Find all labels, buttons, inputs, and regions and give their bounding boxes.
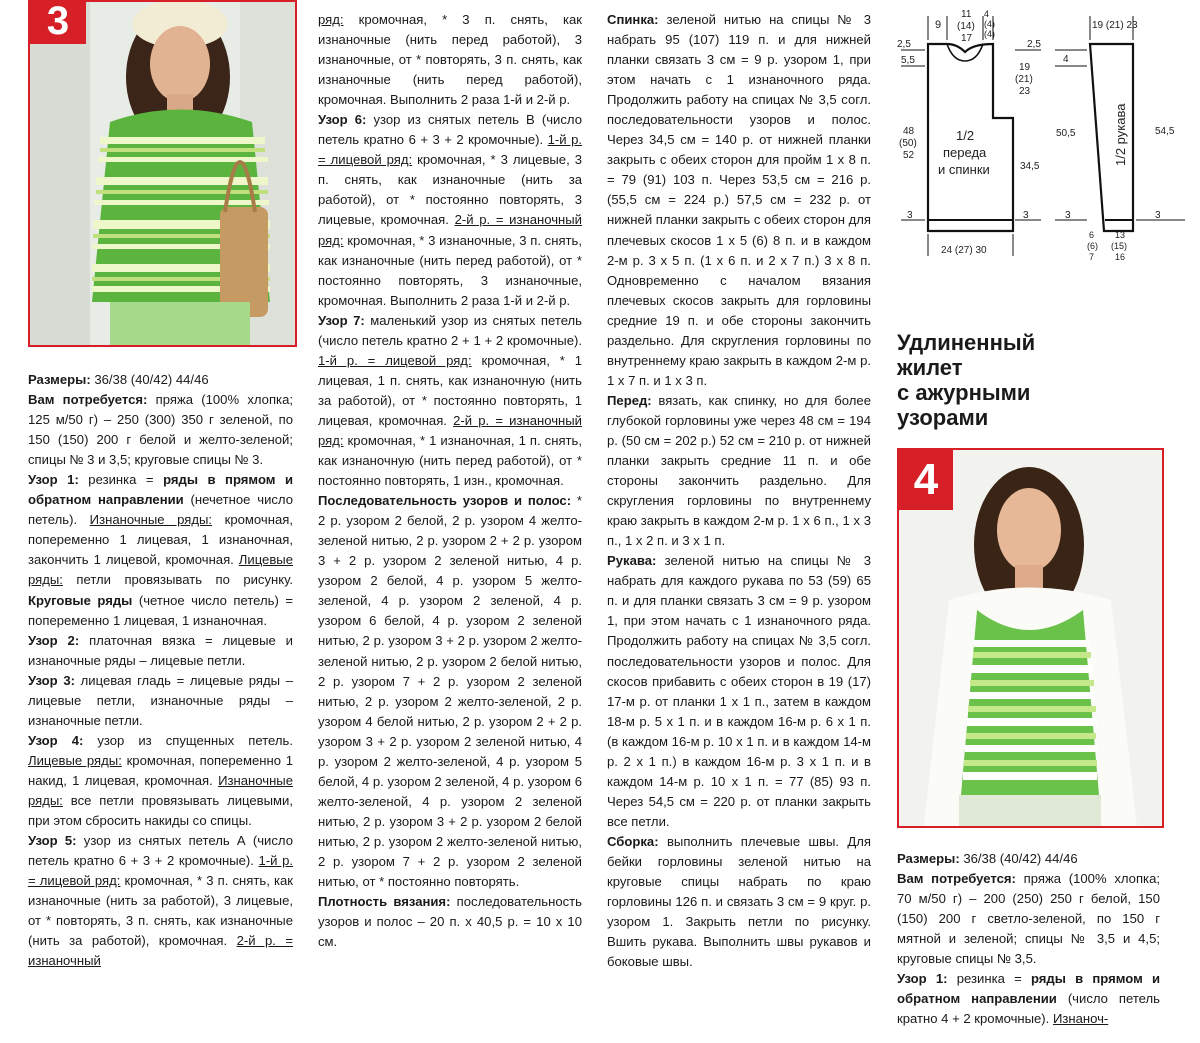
paragraph — [318, 311, 582, 491]
text-run: 36/38 (40/42) 44/46 — [90, 372, 209, 387]
schema-label: (4) — [984, 19, 995, 29]
bold-term: Узор 4: — [28, 732, 84, 748]
bold-term: Узор 2: — [28, 632, 80, 648]
underlined-term: 1-й р. = лицевой ряд: — [318, 352, 472, 368]
text-run: выполнить плечевые швы. Для бейки горловины зеленой нитью на круговые спицы набрать по краю горловины 126 п. и связать 3 см = 9 круг. р. узором 1. Закрыть петли по рисунку. Вшить рукава. Выполнить швы рукавов и боковые швы. — [607, 833, 871, 970]
text-run: узор из снятых петель А (число петель кратно 6 + 3 + 2 кромочные). — [28, 833, 293, 869]
knitting-schema — [893, 6, 1188, 268]
schema-label: (15) — [1111, 241, 1128, 251]
schema-label: 7 — [1089, 252, 1095, 262]
heading-line: узорами — [897, 405, 989, 430]
text-run: кромочная, попеременно 1 накид, 1 лицевая, кромочная. — [28, 752, 293, 788]
bold-term: ряды в прямом и обратном направлении — [28, 472, 293, 508]
paragraph — [897, 869, 1160, 969]
text-column-1 — [28, 370, 293, 971]
paragraph — [28, 390, 293, 470]
pattern-number-badge: 3 — [30, 0, 86, 44]
schema-label: 5,5 — [901, 55, 915, 66]
schema-label: 1/2 рукава — [1113, 103, 1128, 166]
bold-term: Вам потребуется: — [28, 392, 148, 408]
bold-term: Плотность вязания: — [318, 894, 451, 910]
paragraph — [897, 969, 1160, 1029]
underlined-term: 2-й р. = изнаночный ряд: — [318, 212, 582, 248]
paragraph — [897, 849, 1160, 869]
bold-term: Узор 3: — [28, 672, 75, 688]
underlined-term: Изнаноч- — [1052, 1011, 1109, 1027]
text-run: пряжа (100% хлопка; 70 м/50 г) – 200 (250) 250 г белой, 150 (150) 200 г светло-зеленой, по 150 г мятной и зеленой; спицы № 3,5 и 4,5; круговые спицы № 3,5. — [897, 871, 1160, 967]
paragraph — [28, 370, 293, 390]
text-run: все петли провязывать лицевыми, при этом сбросить накиды со спицы. — [28, 792, 293, 829]
schema-label: 9 — [935, 19, 942, 31]
paragraph — [607, 832, 871, 972]
paragraph — [28, 731, 293, 831]
bold-term: Перед: — [607, 392, 652, 408]
schema-label: 4 — [984, 9, 990, 19]
schema-label: 4 — [1063, 54, 1069, 65]
bold-term: Узор 5: — [28, 833, 77, 849]
schema-label: 1/2 — [956, 128, 975, 143]
schema-label: 19 (21) 23 — [1092, 20, 1138, 31]
schema-label: (50) — [899, 138, 917, 149]
bold-term: Узор 6: — [318, 112, 367, 128]
underlined-term: Лицевые ряды: — [28, 752, 122, 768]
heading-line: Удлиненный — [897, 330, 1036, 355]
paragraph — [28, 831, 293, 971]
paragraph — [318, 10, 582, 110]
schema-label: 11 — [961, 9, 972, 20]
paragraph — [318, 110, 582, 310]
text-run: зеленой нитью на спицы № 3 набрать 95 (107) 119 п. и для нижней планки связать 3 см = 9 р. узором 1, при этом начать с 1 изнаночного ряда. Продолжить работу на спицах № 3,5 согл. последовательности узоров и полос. Через 34,5 см = 140 р. от нижней планки закрыть с обеих сторон для пройм 1 х 8 п. = 79 (91) 103 п. Через 53,5 см = 216 р. (55,5 см = 224 р.) 57,5 см = 232 р. от нижней планки закрыть с обеих сторон для плечевых скосов 1 х 5 (6) 8 п. и в каждом 2-м р. 3 х 5 п. (1 х 6 п. и 2 х 7 п.) 3 х 8 п. Одновременно с началом вязания плечевых скосов закрыть для горловины средние 19 п. и обе стороны закончить раздельно. Для скругления горловины по внутреннему краю закрыть в каждом 2-м р. 1 х 7 п. и 1 х 3 п. — [607, 12, 871, 388]
text-column-4 — [897, 849, 1160, 1029]
text-run: (четное число петель) = попеременно 1 лицевая, 1 изнаночная. — [28, 592, 293, 628]
text-run: резинка = — [78, 472, 164, 488]
heading-line: жилет — [897, 355, 963, 380]
schema-label: 13 — [1115, 230, 1126, 240]
text-run: платочная вязка = лицевые и изнаночные ряды – лицевые петли. — [28, 632, 293, 668]
text-run: последовательность узоров и полос – 20 п. х 40,5 р. = 10 х 10 см. — [318, 894, 582, 950]
text-run: вязать, как спинку, но для более глубокой горловины уже через 48 см = 194 р. (50 см = 202 р.) 52 см = 210 р. от нижней планки закрыть средние 11 п. и обе стороны закончить раздельно. Для скругления горловины по внутреннему краю закрыть в каждом 2-м р. 1 х 6 п., 1 х 3 п., 1 х 2 п. и 3 х 1 п. — [607, 392, 871, 549]
text-run: 36/38 (40/42) 44/46 — [959, 851, 1078, 866]
text-run: петли провязывать по рисунку. — [62, 572, 293, 588]
paragraph — [318, 892, 582, 952]
text-run: кромочная, попеременно 1 лицевая, 1 изнаночная, закончить 1 лицевой, кромочная. — [28, 512, 293, 568]
text-column-3 — [607, 10, 871, 972]
underlined-term: ряд: — [318, 12, 344, 27]
underlined-term: 2-й р. = изнаночный ряд: — [318, 412, 582, 448]
bold-term: Узор 7: — [318, 312, 365, 328]
vest-heading — [897, 330, 1177, 430]
schema-label: 54,5 — [1155, 126, 1175, 137]
schema-label: 48 — [903, 126, 915, 137]
bold-term: Размеры: — [897, 851, 960, 866]
text-run: кромочная, * 3 лицевые, 3 п. снять, как изнаночные (нить за работой), от * постоянно повторять, 3 лицевые, кромочная. — [318, 152, 583, 228]
schema-label: 16 — [1115, 252, 1126, 262]
bold-term: Узор 1: — [28, 472, 79, 488]
bold-term: Размеры: — [28, 372, 91, 387]
text-run: зеленой нитью на спицы № 3 набрать для каждого рукава по 53 (59) 65 п. и для планки связать 3 см = 9 р. узором 1, при этом начать с 1 изнаночного ряда. Продолжить работу на спицах № 3,5 согл. последовательности узоров и полос. Для скосов прибавить с обеих сторон в 19 (17) 17-м р. от планки 1 х 1 п., затем в каждом 18-м р. 5 х 1 п. и в каждом 16-м р. 6 х 1 п. (в каждом 16-м р. 10 х 1 п. и в каждом 14-м р. 2 х 1 п.) в каждом 16-м р. 3 х 1 п. и в каждом 14-м р. 10 х 1 п. = 77 (85) 93 п. Через 54,5 см = 220 р. от планки закрыть все петли. — [607, 553, 871, 829]
schema-label: и спинки — [938, 162, 990, 177]
text-run: кромочная, * 1 лицевая, 1 п. снять, как изнаночную (нить за работой), от * постоянно повторять, 1 лицевая, кромочная. — [318, 352, 582, 428]
schema-label: (14) — [957, 21, 975, 32]
text-run: (нечетное число петель). — [28, 492, 294, 528]
underlined-term: Изнаночные ряды: — [89, 512, 213, 528]
underlined-term: 1-й р. = лицевой ряд: — [28, 853, 294, 889]
schema-label: (4) — [984, 29, 995, 39]
schema-label: переда — [943, 145, 987, 160]
schema-label: 17 — [961, 33, 973, 44]
paragraph — [28, 631, 293, 671]
schema-label: 3 — [1023, 210, 1029, 221]
schema-label: 6 — [1089, 230, 1095, 240]
text-run: резинка = — [947, 971, 1031, 987]
bold-term: Спинка: — [607, 12, 659, 27]
text-column-2 — [318, 10, 582, 952]
paragraph — [28, 671, 293, 731]
text-run: узор из снятых петель В (число петель кратно 6 + 3 + 2 кромочные). — [318, 112, 582, 148]
schema-label: 34,5 — [1020, 161, 1040, 172]
paragraph — [607, 10, 871, 391]
text-run: кромочная, * 3 п. снять, как изнаночные (нить перед работой), 3 изнаночные, от * повторять, 3 п. снять, как изнаночные (нить перед работой), кромочная. Выполнить 2 раза 1-й и 2-й р. — [318, 12, 582, 108]
underlined-term: 1-й р. = лицевой ряд: — [318, 132, 582, 168]
text-run: узор из спущенных петель. — [83, 732, 293, 748]
underlined-term: 2-й р. = изнаночный — [28, 933, 293, 969]
schema-label: (6) — [1087, 241, 1098, 251]
text-run: пряжа (100% хлопка; 125 м/50 г) – 250 (300) 350 г зеленой, по 150 (150) 200 г белой и желто-зеленой; спицы № 3 и 3,5; круговые спицы № 3. — [28, 392, 293, 468]
schema-label: 3 — [1065, 210, 1071, 221]
bold-term: Вам потребуется: — [897, 871, 1016, 887]
bold-term: Сборка: — [607, 833, 659, 849]
text-run: кромочная, * 3 изнаночные, 3 п. снять, как изнаночные (нить перед работой), от * постоянно повторять, 3 изнаночные, кромочная. Выполнить 2 раза 1-й и 2-й р. — [318, 232, 582, 308]
text-run: маленький узор из снятых петель (число петель кратно 2 + 1 + 2 кромочные). — [318, 312, 582, 348]
heading-line: с ажурными — [897, 380, 1031, 405]
schema-label: 23 — [1019, 86, 1031, 97]
schema-label: 52 — [903, 150, 915, 161]
schema-label: (21) — [1015, 74, 1033, 85]
text-run: * 2 р. узором 2 белой, 2 р. узором 4 желто-зеленой нитью, 2 р. узором 2 + 2 р. узором 3 + 2 р. узором 2 зеленой нитью, 4 р. узором 2 белой, 4 р. узором 5 желто-зеленой, 4 р. узором 2 зеленой, 4 р. узором 6 белой, 4 р. узором 2 зеленой нитью, 2 р. узором 3 + 2 р. узором 2 желто-зеленой нитью, 2 р. узором 2 белой нитью, 2 р. узором 7 + 2 р. узором 2 зеленой нитью, 2 р. узором 2 желто-зеленой, 2 р. узором 4 белой нитью, 2 р. узором 2 + 2 р. узором 3 + 2 р. узором 2 зеленой нитью, 4 р. узором 2 желто-зеленой, 4 р. узором 5 белой, 4 р. узором 2 зеленой, 4 р. узором 6 желто-зеленой, 4 р. узором 2 зеленой нитью, 2 р. узором 3 + 2 р. узором 2 белой нитью, 2 р. узором 2 желто-зеленой нитью, 2 р. узором 7 + 2 р. узором 2 зеленой нитью, от * постоянно повторять. — [318, 493, 582, 890]
schema-label: 50,5 — [1056, 128, 1076, 139]
bold-term: Узор 1: — [897, 971, 948, 987]
bold-term: Круговые ряды — [28, 592, 133, 608]
schema-label: 24 (27) 30 — [941, 245, 987, 256]
paragraph — [607, 551, 871, 832]
paragraph — [28, 470, 293, 630]
schema-label: 3 — [1155, 210, 1161, 221]
schema-label: 2,5 — [1027, 39, 1041, 50]
text-run: кромочная, * 3 п. снять, как изнаночные (нить за работой), 3 лицевые, от * повторять, 3 п. снять, как изнаночные (нить за работой), кромочная. — [28, 873, 293, 949]
text-run: лицевая гладь = лицевые ряды – лицевые петли, изнаночные ряды – изнаночные петли. — [28, 672, 294, 728]
schema-label: 19 — [1019, 62, 1031, 73]
text-run: (число петель кратно 4 + 2 кромочные). — [897, 991, 1160, 1027]
bold-term: ряды в прямом и обратном направлении — [897, 971, 1161, 1007]
pattern-number-badge: 4 — [899, 450, 953, 510]
photo-sweater — [28, 0, 297, 347]
bold-term: Рукава: — [607, 553, 657, 569]
text-run: кромочная, * 1 изнаночная, 1 п. снять, как изнаночную (нить перед работой), от * постоянно повторять, 1 изн., кромочная. — [318, 432, 582, 489]
underlined-term: Изнаночные ряды: — [28, 772, 293, 808]
bold-term: Последовательность узоров и полос: — [318, 493, 572, 509]
underlined-term: Лицевые ряды: — [28, 552, 293, 588]
paragraph — [607, 391, 871, 551]
schema-label: 2,5 — [897, 39, 911, 50]
paragraph — [318, 491, 582, 892]
schema-label: 3 — [907, 210, 913, 221]
